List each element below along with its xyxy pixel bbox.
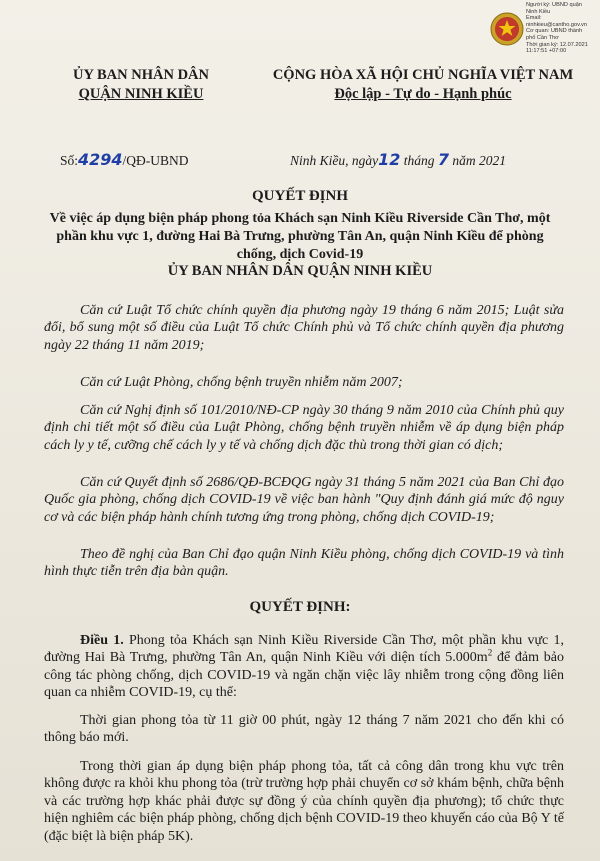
signature-line: Ninh Kiều xyxy=(526,8,551,15)
basis-paragraph: Căn cứ Quyết định số 2686/QĐ-BCĐQG ngày 31 tháng 5 năm 2021 của Ban Chỉ đạo Quốc gia phòng, chống dịch COVID-19 về việc ban hành "Quy định đánh giá mức độ nguy cơ và các biện pháp hành chính tương ứng trong phòng, chống dịch COVID-19; xyxy=(44,475,564,525)
article-paragraph: Thời gian phong tỏa từ 11 giờ 00 phút, ngày 12 tháng 7 năm 2021 cho đến khi có thông báo mới. xyxy=(44,713,564,746)
decision-subject: Về việc áp dụng biện pháp phong tỏa Khách sạn Ninh Kiều Riverside Cần Thơ, một phần khu vực 1, đường Hai Bà Trưng, phường Tân An, quận Ninh Kiều để phòng chống, dịch Covid-19 xyxy=(49,211,551,262)
digital-signature xyxy=(526,2,598,74)
decision-title: QUYẾT ĐỊNH xyxy=(252,188,348,204)
org-line-2: QUẬN NINH KIỀU xyxy=(78,86,204,102)
article-1-paragraph xyxy=(44,632,564,702)
basis-paragraph: Căn cứ Luật Tổ chức chính quyền địa phương ngày 19 tháng 6 năm 2015; Luật sửa đổi, bổ sung một số điều của Luật Tổ chức Chính phủ và Tổ chức chính quyền địa phương ngày 22 tháng 11 năm 2019; xyxy=(44,303,564,353)
date-month-word: tháng xyxy=(403,153,435,168)
motto: Độc lập - Tự do - Hạnh phúc xyxy=(334,86,512,102)
signature-line: Thời gian ký: 12.07.2021 xyxy=(526,41,588,48)
doc-prefix: Số: xyxy=(60,153,79,168)
basis-paragraph: Căn cứ Luật Phòng, chống bệnh truyền nhiễm năm 2007; xyxy=(80,375,403,390)
article-paragraph: Trong thời gian áp dụng biện pháp phong tỏa, tất cả công dân trong khu vực trên không được ra khỏi khu phong tỏa (trừ trường hợp phải chuyển cơ sở khám bệnh, chữa bệnh và các trường hợp khác phải được sự đồng ý của chính quyền địa phương); tổ chức thực hiện nghiêm các biện pháp phòng, chống dịch bệnh COVID-19 theo khuyến cáo của Bộ Y tế (đặc biệt là biện pháp 5K). xyxy=(44,759,564,844)
date-year: năm 2021 xyxy=(452,153,507,168)
basis-paragraph: Căn cứ Nghị định số 101/2010/NĐ-CP ngày 30 tháng 9 năm 2010 của Chính phủ quy định chi tiết một số điều của Luật Phòng, chống bệnh truyền nhiễm về áp dụng biện pháp cách ly y tế, cưỡng chế cách ly y tế và chống dịch đặc thù trong thời gian có dịch; xyxy=(44,403,564,453)
signature-line: Người ký: UBND quận xyxy=(526,2,582,8)
basis-paragraph: Theo đề nghị của Ban Chỉ đạo quận Ninh Kiều phòng, chống dịch COVID-19 và tình hình thực tiễn trên địa bàn quận. xyxy=(44,547,564,580)
national-emblem-icon xyxy=(490,12,524,46)
doc-number-handwritten: 4294 xyxy=(78,150,123,169)
authority-heading: ỦY BAN NHÂN DÂN QUẬN NINH KIỀU xyxy=(167,263,433,279)
date-prefix: Ninh Kiều, ngày xyxy=(290,153,379,168)
decision-heading: QUYẾT ĐỊNH: xyxy=(249,599,351,615)
signature-line: 11:17:51 +07:00 xyxy=(526,48,567,55)
date-month-handwritten: 7 xyxy=(437,150,450,169)
issuing-authority xyxy=(46,66,236,104)
signature-line: phố Cần Thơ xyxy=(526,34,559,41)
country-name: CỘNG HÒA XÃ HỘI CHỦ NGHĨA VIỆT NAM xyxy=(272,67,574,83)
national-motto xyxy=(258,66,588,104)
doc-suffix: /QĐ-UBND xyxy=(122,153,189,168)
article-label: Điều 1. xyxy=(80,633,124,648)
document-number xyxy=(60,150,189,169)
article-text-a: Phong tỏa Khách sạn Ninh Kiều Riverside Cần Thơ, một phần khu vực 1, đường Hai Bà Trưng, phường Tân An, quận Ninh Kiều với diện tích 5.000m xyxy=(44,633,564,666)
area-superscript: 2 xyxy=(487,647,493,658)
signature-line: Email: xyxy=(526,15,542,22)
org-line-1: ỦY BAN NHÂN DÂN xyxy=(72,67,209,83)
date-day-handwritten: 12 xyxy=(378,150,401,169)
article-text-b: để đảm bảo công tác phòng chống, dịch COVID-19 và ngăn chặn việc lây nhiễm trong cộng đồng liên quan ca nhiễm COVID-19, cụ thể: xyxy=(44,650,565,701)
signature-line: Cơ quan: UBND thành xyxy=(526,28,583,35)
date-line xyxy=(290,150,506,169)
signature-line: ninhkieu@cantho.gov.vn xyxy=(526,21,587,28)
